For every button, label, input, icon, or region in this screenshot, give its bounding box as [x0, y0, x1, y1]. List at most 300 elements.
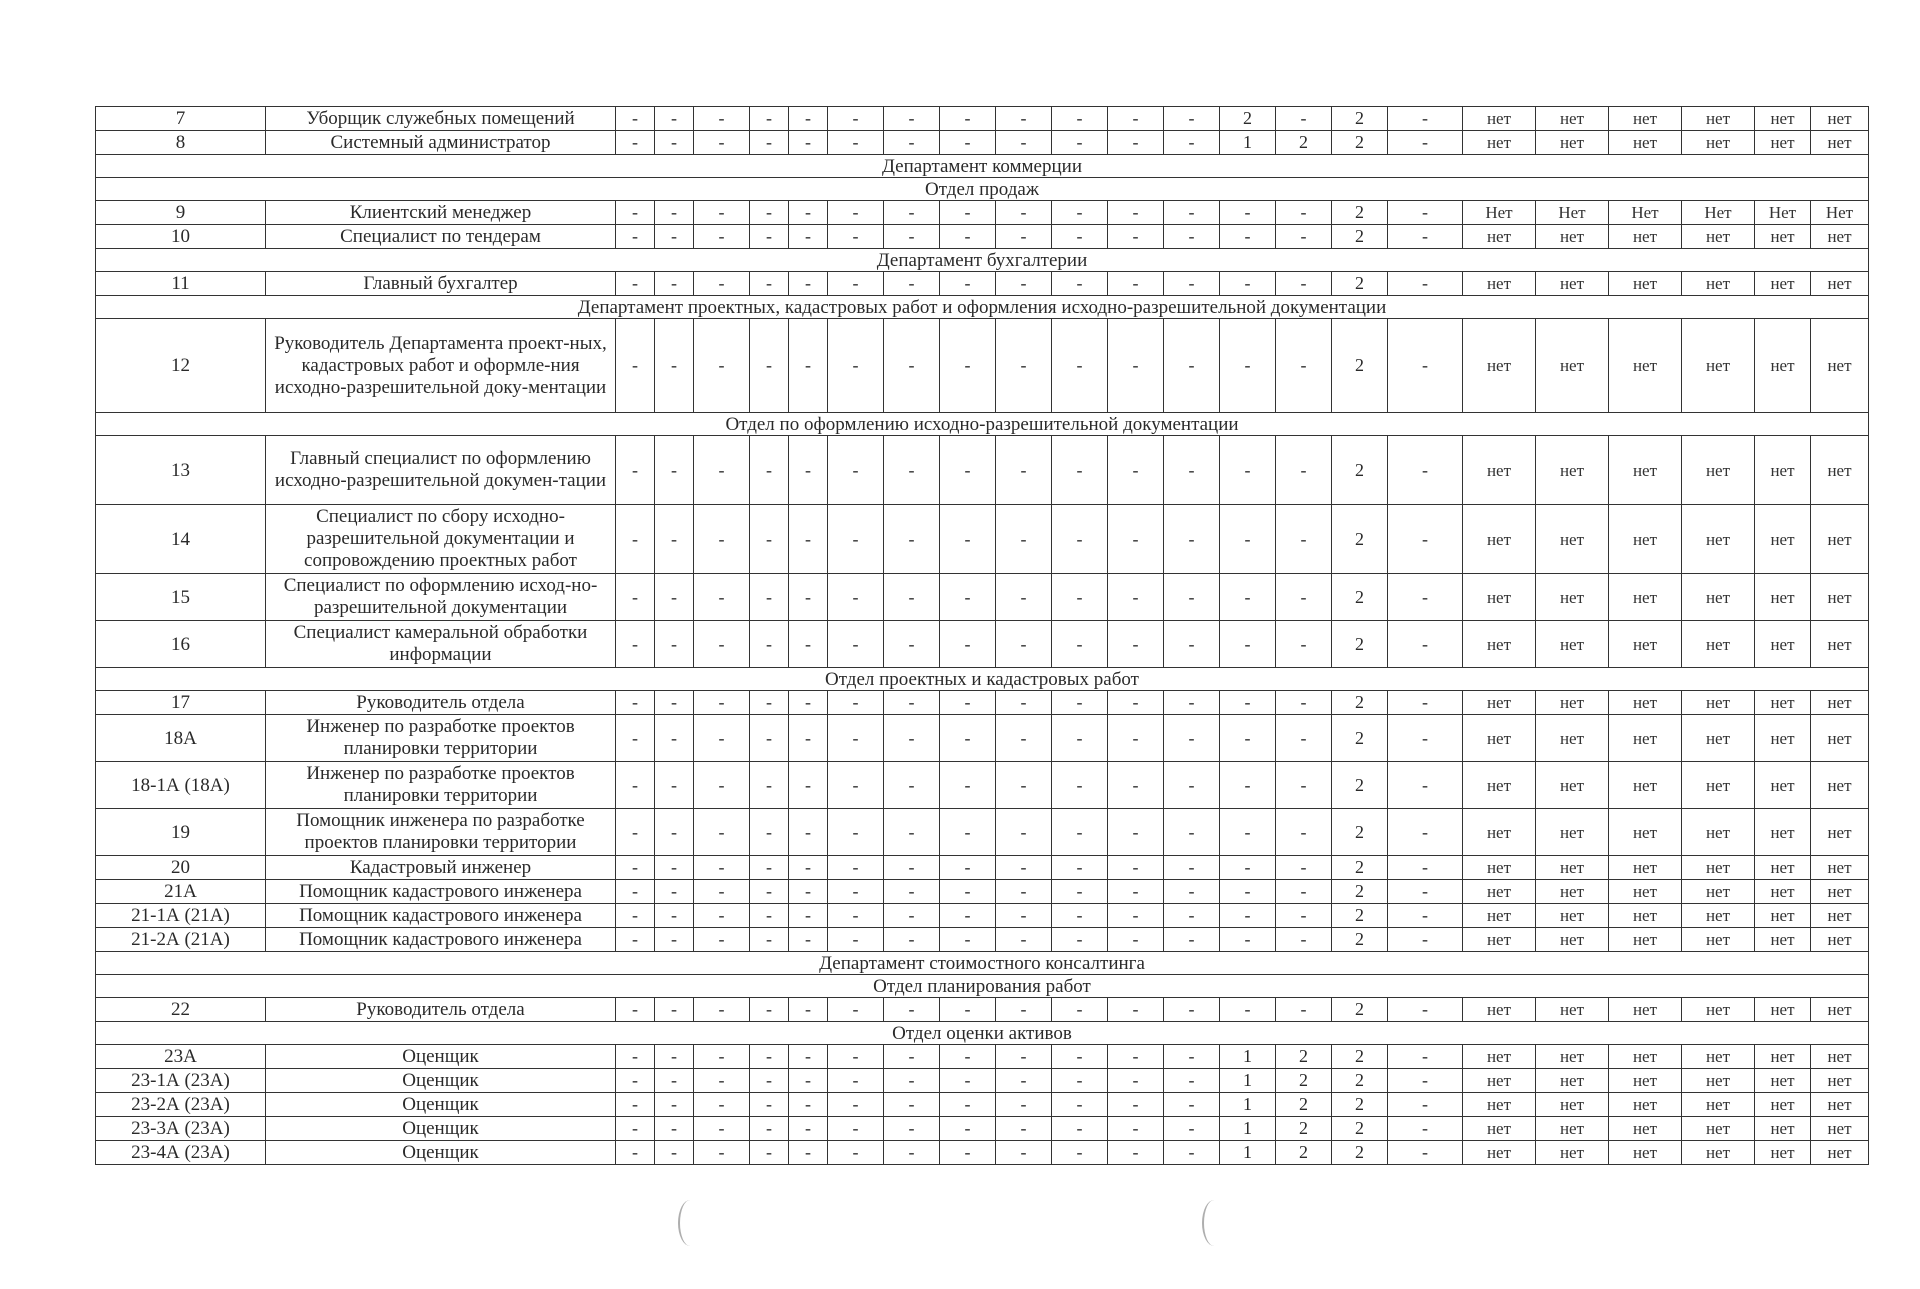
factor-value-cell: -: [655, 856, 694, 880]
factor-value-cell: -: [828, 762, 884, 809]
yes-no-cell: нет: [1811, 928, 1869, 952]
position-name: Системный администратор: [266, 131, 616, 155]
factor-value-cell: -: [616, 201, 655, 225]
yes-no-cell: нет: [1682, 1117, 1755, 1141]
factor-value-cell: -: [1052, 436, 1108, 505]
section-title: Отдел проектных и кадастровых работ: [96, 668, 1869, 691]
factor-value-cell: -: [1164, 1093, 1220, 1117]
factor-value-cell: -: [789, 131, 828, 155]
factor-value-cell: -: [996, 225, 1052, 249]
factor-value-cell: -: [1388, 272, 1463, 296]
factor-value-cell: -: [1108, 880, 1164, 904]
yes-no-cell: нет: [1811, 436, 1869, 505]
table-row: [96, 1141, 1869, 1165]
factor-value-cell: -: [884, 762, 940, 809]
table-row: [96, 691, 1869, 715]
position-name: Кадастровый инженер: [266, 856, 616, 880]
table-row: [96, 272, 1869, 296]
factor-value-cell: -: [1276, 272, 1332, 296]
factor-value-cell: -: [694, 319, 750, 413]
factor-value-cell: -: [616, 1045, 655, 1069]
yes-no-cell: нет: [1463, 319, 1536, 413]
factor-value-cell: -: [1220, 574, 1276, 621]
factor-value-cell: -: [616, 107, 655, 131]
factor-value-cell: 2: [1332, 928, 1388, 952]
yes-no-cell: нет: [1755, 107, 1811, 131]
factor-value-cell: -: [884, 856, 940, 880]
factor-value-cell: -: [884, 574, 940, 621]
yes-no-cell: нет: [1811, 107, 1869, 131]
yes-no-cell: нет: [1755, 1069, 1811, 1093]
position-name: Оценщик: [266, 1117, 616, 1141]
factor-value-cell: 2: [1332, 574, 1388, 621]
factor-value-cell: -: [694, 574, 750, 621]
factor-value-cell: -: [655, 1093, 694, 1117]
factor-value-cell: -: [750, 319, 789, 413]
factor-value-cell: -: [828, 691, 884, 715]
factor-value-cell: -: [1388, 131, 1463, 155]
factor-value-cell: -: [1052, 904, 1108, 928]
table-row: [96, 225, 1869, 249]
yes-no-cell: нет: [1755, 1117, 1811, 1141]
factor-value-cell: -: [655, 131, 694, 155]
factor-value-cell: -: [1164, 201, 1220, 225]
factor-value-cell: -: [996, 201, 1052, 225]
factor-value-cell: -: [655, 809, 694, 856]
yes-no-cell: Нет: [1463, 201, 1536, 225]
factor-value-cell: 2: [1332, 880, 1388, 904]
factor-value-cell: -: [1052, 225, 1108, 249]
factor-value-cell: -: [789, 928, 828, 952]
yes-no-cell: нет: [1609, 272, 1682, 296]
factor-value-cell: -: [1052, 1117, 1108, 1141]
factor-value-cell: -: [996, 131, 1052, 155]
factor-value-cell: -: [1276, 107, 1332, 131]
factor-value-cell: -: [1108, 998, 1164, 1022]
position-name: Уборщик служебных помещений: [266, 107, 616, 131]
factor-value-cell: -: [655, 998, 694, 1022]
factor-value-cell: -: [940, 621, 996, 668]
yes-no-cell: нет: [1755, 131, 1811, 155]
factor-value-cell: -: [655, 107, 694, 131]
factor-value-cell: 2: [1332, 1069, 1388, 1093]
factor-value-cell: -: [655, 436, 694, 505]
factor-value-cell: -: [940, 319, 996, 413]
factor-value-cell: -: [940, 225, 996, 249]
factor-value-cell: -: [655, 621, 694, 668]
factor-value-cell: -: [789, 1045, 828, 1069]
factor-value-cell: 2: [1332, 691, 1388, 715]
factor-value-cell: -: [940, 505, 996, 574]
factor-value-cell: -: [996, 319, 1052, 413]
factor-value-cell: -: [616, 1093, 655, 1117]
yes-no-cell: Нет: [1609, 201, 1682, 225]
yes-no-cell: нет: [1811, 691, 1869, 715]
table-row: [96, 621, 1869, 668]
factor-value-cell: -: [1052, 809, 1108, 856]
yes-no-cell: нет: [1536, 809, 1609, 856]
table-row: [96, 319, 1869, 413]
factor-value-cell: -: [828, 1141, 884, 1165]
position-name: Главный бухгалтер: [266, 272, 616, 296]
factor-value-cell: -: [996, 574, 1052, 621]
factor-value-cell: -: [1220, 880, 1276, 904]
yes-no-cell: нет: [1609, 107, 1682, 131]
factor-value-cell: -: [1388, 574, 1463, 621]
section-title: Отдел планирования работ: [96, 975, 1869, 998]
factor-value-cell: -: [884, 1141, 940, 1165]
factor-value-cell: -: [694, 1069, 750, 1093]
factor-value-cell: -: [1164, 762, 1220, 809]
factor-value-cell: -: [1220, 928, 1276, 952]
factor-value-cell: -: [616, 904, 655, 928]
yes-no-cell: нет: [1755, 715, 1811, 762]
table-row: [96, 715, 1869, 762]
factor-value-cell: -: [996, 1045, 1052, 1069]
yes-no-cell: нет: [1755, 762, 1811, 809]
factor-value-cell: -: [750, 505, 789, 574]
section-title: Департамент стоимостного консалтинга: [96, 952, 1869, 975]
factor-value-cell: -: [1108, 1117, 1164, 1141]
factor-value-cell: 2: [1332, 621, 1388, 668]
yes-no-cell: нет: [1755, 691, 1811, 715]
table-row: [96, 505, 1869, 574]
factor-value-cell: -: [1164, 1117, 1220, 1141]
table-row: [96, 928, 1869, 952]
yes-no-cell: нет: [1811, 856, 1869, 880]
positions-table: [95, 106, 1869, 1165]
factor-value-cell: -: [655, 1069, 694, 1093]
factor-value-cell: -: [940, 201, 996, 225]
position-name: Оценщик: [266, 1141, 616, 1165]
factor-value-cell: -: [1164, 621, 1220, 668]
table-row: [96, 1069, 1869, 1093]
factor-value-cell: -: [1108, 225, 1164, 249]
factor-value-cell: -: [940, 436, 996, 505]
factor-value-cell: -: [1276, 762, 1332, 809]
yes-no-cell: нет: [1682, 1069, 1755, 1093]
factor-value-cell: -: [1164, 225, 1220, 249]
table-row: [96, 574, 1869, 621]
yes-no-cell: нет: [1811, 272, 1869, 296]
factor-value-cell: -: [694, 856, 750, 880]
factor-value-cell: -: [1164, 904, 1220, 928]
yes-no-cell: нет: [1536, 856, 1609, 880]
factor-value-cell: -: [1220, 856, 1276, 880]
row-number: 10: [96, 225, 266, 249]
factor-value-cell: -: [750, 691, 789, 715]
factor-value-cell: -: [884, 621, 940, 668]
factor-value-cell: -: [1052, 856, 1108, 880]
position-name: Инженер по разработке проектов планировки территории: [266, 715, 616, 762]
yes-no-cell: нет: [1755, 904, 1811, 928]
factor-value-cell: -: [789, 904, 828, 928]
factor-value-cell: -: [789, 1141, 828, 1165]
factor-value-cell: -: [1220, 998, 1276, 1022]
factor-value-cell: -: [750, 621, 789, 668]
row-number: 22: [96, 998, 266, 1022]
factor-value-cell: 2: [1332, 107, 1388, 131]
factor-value-cell: -: [884, 1117, 940, 1141]
section-header-row: [96, 155, 1869, 178]
row-number: 15: [96, 574, 266, 621]
factor-value-cell: -: [694, 928, 750, 952]
factor-value-cell: -: [884, 107, 940, 131]
yes-no-cell: нет: [1463, 621, 1536, 668]
factor-value-cell: -: [940, 574, 996, 621]
factor-value-cell: -: [655, 1117, 694, 1141]
factor-value-cell: -: [655, 880, 694, 904]
yes-no-cell: нет: [1463, 505, 1536, 574]
factor-value-cell: -: [1388, 809, 1463, 856]
factor-value-cell: -: [694, 505, 750, 574]
factor-value-cell: -: [655, 928, 694, 952]
row-number: 23-1А (23А): [96, 1069, 266, 1093]
factor-value-cell: -: [884, 131, 940, 155]
factor-value-cell: -: [884, 1069, 940, 1093]
yes-no-cell: нет: [1609, 762, 1682, 809]
yes-no-cell: нет: [1609, 998, 1682, 1022]
factor-value-cell: 2: [1332, 1093, 1388, 1117]
factor-value-cell: -: [884, 928, 940, 952]
factor-value-cell: -: [655, 1141, 694, 1165]
yes-no-cell: нет: [1463, 880, 1536, 904]
table-row: [96, 1117, 1869, 1141]
factor-value-cell: -: [1164, 505, 1220, 574]
factor-value-cell: -: [1388, 505, 1463, 574]
factor-value-cell: -: [1052, 715, 1108, 762]
factor-value-cell: -: [1388, 1141, 1463, 1165]
yes-no-cell: нет: [1609, 715, 1682, 762]
factor-value-cell: -: [789, 574, 828, 621]
factor-value-cell: -: [1052, 201, 1108, 225]
factor-value-cell: 1: [1220, 1141, 1276, 1165]
yes-no-cell: нет: [1682, 272, 1755, 296]
table-row: [96, 201, 1869, 225]
factor-value-cell: -: [1388, 1117, 1463, 1141]
factor-value-cell: -: [1164, 998, 1220, 1022]
factor-value-cell: -: [1108, 928, 1164, 952]
yes-no-cell: нет: [1682, 436, 1755, 505]
factor-value-cell: -: [884, 436, 940, 505]
factor-value-cell: -: [616, 574, 655, 621]
factor-value-cell: -: [884, 880, 940, 904]
factor-value-cell: -: [750, 1093, 789, 1117]
factor-value-cell: -: [616, 319, 655, 413]
position-name: Специалист по оформлению исход-но-разрешительной документации: [266, 574, 616, 621]
section-header-row: [96, 296, 1869, 319]
factor-value-cell: -: [1276, 998, 1332, 1022]
row-number: 23-3А (23А): [96, 1117, 266, 1141]
yes-no-cell: нет: [1609, 621, 1682, 668]
factor-value-cell: -: [1164, 715, 1220, 762]
factor-value-cell: -: [1220, 225, 1276, 249]
yes-no-cell: нет: [1811, 762, 1869, 809]
factor-value-cell: -: [828, 1045, 884, 1069]
factor-value-cell: 2: [1276, 1045, 1332, 1069]
factor-value-cell: -: [1108, 809, 1164, 856]
factor-value-cell: -: [1388, 107, 1463, 131]
factor-value-cell: -: [996, 904, 1052, 928]
position-name: Помощник кадастрового инженера: [266, 880, 616, 904]
factor-value-cell: 2: [1332, 131, 1388, 155]
factor-value-cell: -: [1052, 1093, 1108, 1117]
factor-value-cell: -: [940, 1069, 996, 1093]
factor-value-cell: -: [1108, 436, 1164, 505]
yes-no-cell: нет: [1463, 225, 1536, 249]
factor-value-cell: -: [828, 1093, 884, 1117]
table-row: [96, 1045, 1869, 1069]
yes-no-cell: Нет: [1755, 201, 1811, 225]
factor-value-cell: -: [694, 1117, 750, 1141]
factor-value-cell: 2: [1332, 1045, 1388, 1069]
yes-no-cell: нет: [1463, 691, 1536, 715]
factor-value-cell: -: [789, 436, 828, 505]
factor-value-cell: -: [828, 319, 884, 413]
yes-no-cell: нет: [1609, 131, 1682, 155]
yes-no-cell: нет: [1536, 715, 1609, 762]
position-name: Руководитель отдела: [266, 691, 616, 715]
factor-value-cell: -: [789, 809, 828, 856]
factor-value-cell: -: [694, 809, 750, 856]
yes-no-cell: нет: [1811, 809, 1869, 856]
factor-value-cell: -: [750, 928, 789, 952]
factor-value-cell: -: [750, 880, 789, 904]
factor-value-cell: -: [1276, 880, 1332, 904]
factor-value-cell: -: [828, 436, 884, 505]
factor-value-cell: -: [996, 715, 1052, 762]
factor-value-cell: -: [1276, 809, 1332, 856]
factor-value-cell: -: [1108, 505, 1164, 574]
factor-value-cell: -: [1220, 809, 1276, 856]
factor-value-cell: -: [616, 1141, 655, 1165]
factor-value-cell: -: [1052, 621, 1108, 668]
factor-value-cell: -: [1108, 1069, 1164, 1093]
binder-hole-mark-right: [1202, 1200, 1226, 1246]
section-header-row: [96, 178, 1869, 201]
factor-value-cell: -: [750, 107, 789, 131]
factor-value-cell: -: [1108, 762, 1164, 809]
yes-no-cell: нет: [1609, 574, 1682, 621]
yes-no-cell: нет: [1536, 1093, 1609, 1117]
factor-value-cell: -: [789, 1093, 828, 1117]
factor-value-cell: 2: [1332, 319, 1388, 413]
factor-value-cell: -: [1388, 1069, 1463, 1093]
factor-value-cell: -: [1052, 319, 1108, 413]
row-number: 17: [96, 691, 266, 715]
factor-value-cell: -: [1164, 928, 1220, 952]
row-number: 19: [96, 809, 266, 856]
factor-value-cell: -: [996, 272, 1052, 296]
yes-no-cell: нет: [1536, 928, 1609, 952]
factor-value-cell: -: [1388, 928, 1463, 952]
factor-value-cell: -: [828, 998, 884, 1022]
table-row: [96, 131, 1869, 155]
table-row: [96, 904, 1869, 928]
factor-value-cell: -: [1388, 880, 1463, 904]
factor-value-cell: -: [616, 621, 655, 668]
factor-value-cell: -: [1108, 691, 1164, 715]
factor-value-cell: -: [1388, 762, 1463, 809]
section-title: Департамент бухгалтерии: [96, 249, 1869, 272]
yes-no-cell: нет: [1463, 272, 1536, 296]
factor-value-cell: -: [884, 319, 940, 413]
factor-value-cell: -: [655, 691, 694, 715]
factor-value-cell: -: [1276, 856, 1332, 880]
factor-value-cell: -: [1108, 856, 1164, 880]
factor-value-cell: -: [694, 436, 750, 505]
table-row: [96, 880, 1869, 904]
factor-value-cell: -: [1220, 621, 1276, 668]
factor-value-cell: -: [1220, 904, 1276, 928]
factor-value-cell: -: [789, 856, 828, 880]
factor-value-cell: -: [996, 505, 1052, 574]
factor-value-cell: -: [789, 107, 828, 131]
row-number: 7: [96, 107, 266, 131]
yes-no-cell: нет: [1682, 715, 1755, 762]
factor-value-cell: -: [1164, 809, 1220, 856]
yes-no-cell: нет: [1463, 715, 1536, 762]
yes-no-cell: нет: [1463, 436, 1536, 505]
factor-value-cell: -: [940, 1117, 996, 1141]
yes-no-cell: нет: [1811, 319, 1869, 413]
yes-no-cell: нет: [1811, 715, 1869, 762]
position-name: Специалист по тендерам: [266, 225, 616, 249]
factor-value-cell: -: [694, 715, 750, 762]
factor-value-cell: -: [940, 715, 996, 762]
factor-value-cell: -: [1388, 856, 1463, 880]
factor-value-cell: -: [828, 621, 884, 668]
factor-value-cell: -: [1276, 691, 1332, 715]
factor-value-cell: -: [789, 272, 828, 296]
yes-no-cell: нет: [1609, 319, 1682, 413]
factor-value-cell: -: [996, 998, 1052, 1022]
section-title: Отдел продаж: [96, 178, 1869, 201]
factor-value-cell: -: [1108, 1093, 1164, 1117]
factor-value-cell: -: [616, 272, 655, 296]
yes-no-cell: нет: [1536, 691, 1609, 715]
position-name: Оценщик: [266, 1045, 616, 1069]
factor-value-cell: 1: [1220, 1117, 1276, 1141]
row-number: 8: [96, 131, 266, 155]
factor-value-cell: -: [828, 928, 884, 952]
factor-value-cell: -: [694, 1141, 750, 1165]
factor-value-cell: 2: [1332, 1141, 1388, 1165]
factor-value-cell: -: [996, 880, 1052, 904]
factor-value-cell: -: [694, 691, 750, 715]
factor-value-cell: -: [750, 272, 789, 296]
yes-no-cell: нет: [1536, 762, 1609, 809]
section-header-row: [96, 668, 1869, 691]
factor-value-cell: -: [694, 904, 750, 928]
position-name: Инженер по разработке проектов планировки территории: [266, 762, 616, 809]
factor-value-cell: -: [1108, 319, 1164, 413]
factor-value-cell: -: [1388, 1093, 1463, 1117]
table-row: [96, 1093, 1869, 1117]
yes-no-cell: нет: [1682, 1093, 1755, 1117]
factor-value-cell: -: [750, 131, 789, 155]
factor-value-cell: -: [940, 1141, 996, 1165]
factor-value-cell: -: [1108, 574, 1164, 621]
factor-value-cell: -: [884, 225, 940, 249]
yes-no-cell: нет: [1755, 319, 1811, 413]
factor-value-cell: -: [655, 762, 694, 809]
factor-value-cell: -: [750, 762, 789, 809]
yes-no-cell: нет: [1682, 225, 1755, 249]
factor-value-cell: -: [1276, 319, 1332, 413]
factor-value-cell: -: [828, 225, 884, 249]
factor-value-cell: -: [1276, 904, 1332, 928]
